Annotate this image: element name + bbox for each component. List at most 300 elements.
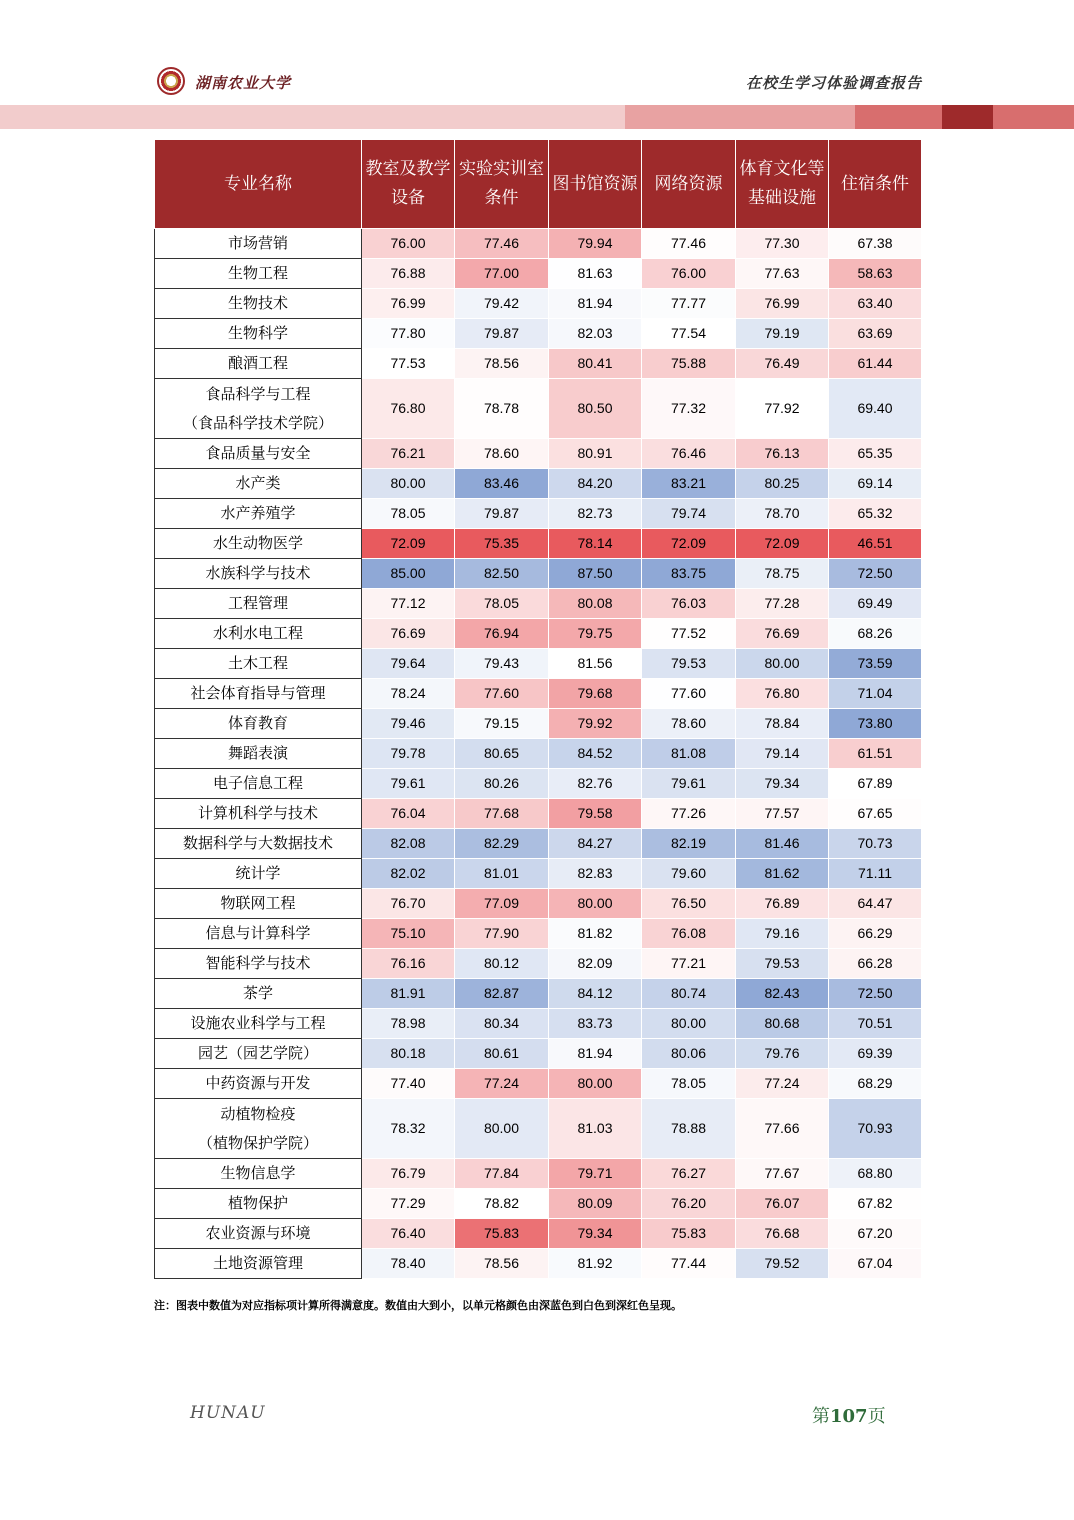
major-name-line: 中药资源与开发 [205, 1074, 311, 1092]
score-cell: 76.40 [362, 1219, 455, 1249]
score-cell: 78.78 [455, 379, 549, 439]
score-cell: 79.53 [642, 649, 736, 679]
score-cell: 81.94 [549, 1039, 642, 1069]
score-cell: 79.78 [362, 739, 455, 769]
score-cell: 81.82 [549, 919, 642, 949]
column-header: 教室及教学设备 [362, 140, 455, 229]
score-cell: 76.99 [736, 289, 829, 319]
score-cell: 77.84 [455, 1159, 549, 1189]
score-cell: 81.92 [549, 1249, 642, 1279]
score-cell: 61.44 [829, 349, 922, 379]
page-prefix: 第 [812, 1406, 830, 1427]
major-name-line: 社会体育指导与管理 [190, 684, 326, 702]
page-header [0, 0, 1074, 130]
major-name-line: 生物信息学 [220, 1164, 296, 1182]
table-note: 注：图表中数值为对应指标项计算所得满意度。数值由大到小，以单元格颜色由深蓝色到白色到深红色呈现。 [154, 1299, 682, 1312]
score-cell: 76.00 [362, 229, 455, 259]
major-name-line: 舞蹈表演 [227, 744, 288, 762]
score-cell: 80.68 [736, 1009, 829, 1039]
table-row [155, 979, 922, 1009]
score-cell: 77.54 [642, 319, 736, 349]
score-cell: 81.03 [549, 1099, 642, 1159]
major-name-cell [155, 919, 362, 949]
score-cell: 84.20 [549, 469, 642, 499]
major-name-cell [155, 349, 362, 379]
score-cell: 79.87 [455, 499, 549, 529]
score-cell: 76.80 [362, 379, 455, 439]
major-name-line: 动植物检疫 [220, 1104, 296, 1123]
score-cell: 82.08 [362, 829, 455, 859]
score-cell: 77.57 [736, 799, 829, 829]
major-name-cell [155, 1069, 362, 1099]
score-cell: 76.21 [362, 439, 455, 469]
score-cell: 77.46 [455, 229, 549, 259]
score-cell: 66.29 [829, 919, 922, 949]
score-cell: 76.13 [736, 439, 829, 469]
major-name-cell [155, 469, 362, 499]
score-cell: 80.00 [549, 889, 642, 919]
major-name-cell [155, 259, 362, 289]
score-cell: 76.16 [362, 949, 455, 979]
table-row [155, 1159, 922, 1189]
page-suffix: 页 [867, 1406, 886, 1427]
major-name-cell [155, 709, 362, 739]
score-cell: 82.19 [642, 829, 736, 859]
header-band [993, 105, 1074, 129]
score-cell: 76.99 [362, 289, 455, 319]
table-row [155, 919, 922, 949]
major-name-cell [155, 979, 362, 1009]
score-cell: 77.66 [736, 1099, 829, 1159]
score-cell: 80.12 [455, 949, 549, 979]
score-cell: 79.75 [549, 619, 642, 649]
score-cell: 77.60 [642, 679, 736, 709]
column-header: 专业名称 [155, 140, 362, 229]
major-name-line: 生物科学 [227, 324, 288, 342]
score-cell: 80.50 [549, 379, 642, 439]
score-cell: 77.92 [736, 379, 829, 439]
major-name-cell [155, 499, 362, 529]
university-logo-icon [157, 67, 185, 95]
score-cell: 78.56 [455, 349, 549, 379]
major-name-line: （植物保护学院） [197, 1133, 318, 1152]
score-cell: 79.61 [642, 769, 736, 799]
score-cell: 73.80 [829, 709, 922, 739]
major-name-line: 生物技术 [227, 294, 288, 312]
table-row [155, 649, 922, 679]
score-cell: 82.09 [549, 949, 642, 979]
score-cell: 82.87 [455, 979, 549, 1009]
score-cell: 69.39 [829, 1039, 922, 1069]
score-cell: 81.62 [736, 859, 829, 889]
score-cell: 77.77 [642, 289, 736, 319]
score-cell: 79.58 [549, 799, 642, 829]
score-cell: 77.80 [362, 319, 455, 349]
score-cell: 78.05 [455, 589, 549, 619]
score-cell: 77.32 [642, 379, 736, 439]
score-cell: 81.01 [455, 859, 549, 889]
score-cell: 77.24 [736, 1069, 829, 1099]
major-name-cell [155, 1159, 362, 1189]
major-name-line: 酿酒工程 [227, 354, 288, 372]
score-cell: 75.88 [642, 349, 736, 379]
score-cell: 81.08 [642, 739, 736, 769]
score-cell: 80.18 [362, 1039, 455, 1069]
score-cell: 77.00 [455, 259, 549, 289]
score-cell: 82.73 [549, 499, 642, 529]
score-cell: 80.65 [455, 739, 549, 769]
table-row [155, 859, 922, 889]
major-name-line: 水产养殖学 [220, 504, 296, 522]
major-name-cell [155, 1009, 362, 1039]
score-cell: 76.00 [642, 259, 736, 289]
score-cell: 70.51 [829, 1009, 922, 1039]
score-cell: 69.40 [829, 379, 922, 439]
score-cell: 78.75 [736, 559, 829, 589]
major-name-line: 水生动物医学 [212, 534, 303, 552]
major-name-line: 智能科学与技术 [205, 954, 311, 972]
score-cell: 81.63 [549, 259, 642, 289]
score-cell: 81.56 [549, 649, 642, 679]
score-cell: 82.02 [362, 859, 455, 889]
score-cell: 84.12 [549, 979, 642, 1009]
score-cell: 79.74 [642, 499, 736, 529]
score-cell: 67.20 [829, 1219, 922, 1249]
score-cell: 79.43 [455, 649, 549, 679]
score-cell: 78.88 [642, 1099, 736, 1159]
score-cell: 80.74 [642, 979, 736, 1009]
score-cell: 63.40 [829, 289, 922, 319]
table-row [155, 469, 922, 499]
score-cell: 77.26 [642, 799, 736, 829]
score-cell: 79.92 [549, 709, 642, 739]
score-cell: 80.00 [362, 469, 455, 499]
score-cell: 76.79 [362, 1159, 455, 1189]
score-cell: 78.98 [362, 1009, 455, 1039]
score-cell: 76.68 [736, 1219, 829, 1249]
score-cell: 76.49 [736, 349, 829, 379]
score-cell: 78.60 [455, 439, 549, 469]
score-cell: 82.43 [736, 979, 829, 1009]
major-name-cell [155, 1249, 362, 1279]
score-cell: 77.60 [455, 679, 549, 709]
score-cell: 81.46 [736, 829, 829, 859]
score-cell: 70.93 [829, 1099, 922, 1159]
page-number-value: 107 [830, 1406, 868, 1427]
table-row [155, 1249, 922, 1279]
major-name-line: 体育教育 [227, 714, 288, 732]
score-cell: 67.38 [829, 229, 922, 259]
score-cell: 68.80 [829, 1159, 922, 1189]
major-name-line: 计算机科学与技术 [197, 804, 318, 822]
score-cell: 83.21 [642, 469, 736, 499]
score-cell: 77.29 [362, 1189, 455, 1219]
score-cell: 78.70 [736, 499, 829, 529]
score-cell: 78.84 [736, 709, 829, 739]
score-cell: 79.16 [736, 919, 829, 949]
score-cell: 82.83 [549, 859, 642, 889]
score-cell: 79.68 [549, 679, 642, 709]
score-cell: 76.27 [642, 1159, 736, 1189]
major-name-line: 生物工程 [227, 264, 288, 282]
major-name-line: 土木工程 [227, 654, 288, 672]
header-band [625, 105, 855, 129]
score-cell: 80.08 [549, 589, 642, 619]
score-cell: 76.50 [642, 889, 736, 919]
major-name-line: （食品科学技术学院） [182, 413, 333, 432]
score-cell: 83.73 [549, 1009, 642, 1039]
score-cell: 80.61 [455, 1039, 549, 1069]
score-cell: 72.09 [362, 529, 455, 559]
score-cell: 80.00 [549, 1069, 642, 1099]
score-cell: 69.49 [829, 589, 922, 619]
table-row [155, 229, 922, 259]
score-cell: 76.04 [362, 799, 455, 829]
score-cell: 82.76 [549, 769, 642, 799]
score-cell: 76.69 [736, 619, 829, 649]
school-name: 湖南农业大学 [195, 74, 292, 92]
table-row [155, 499, 922, 529]
column-header: 实验实训室条件 [455, 140, 549, 229]
score-cell: 80.41 [549, 349, 642, 379]
major-name-line: 市场营销 [227, 234, 288, 252]
table-row [155, 949, 922, 979]
score-cell: 80.06 [642, 1039, 736, 1069]
score-cell: 77.24 [455, 1069, 549, 1099]
major-name-cell [155, 799, 362, 829]
major-name-cell [155, 379, 362, 439]
table-row [155, 1039, 922, 1069]
score-cell: 68.29 [829, 1069, 922, 1099]
table-row [155, 559, 922, 589]
satisfaction-table [154, 139, 922, 1279]
header-band [942, 105, 993, 129]
score-cell: 78.82 [455, 1189, 549, 1219]
score-cell: 79.53 [736, 949, 829, 979]
major-name-cell [155, 439, 362, 469]
score-cell: 67.82 [829, 1189, 922, 1219]
score-cell: 80.34 [455, 1009, 549, 1039]
major-name-cell [155, 859, 362, 889]
table-row [155, 1189, 922, 1219]
major-name-line: 土地资源管理 [212, 1254, 303, 1272]
score-cell: 77.63 [736, 259, 829, 289]
major-name-cell [155, 1219, 362, 1249]
score-cell: 77.52 [642, 619, 736, 649]
major-name-cell [155, 229, 362, 259]
score-cell: 78.05 [642, 1069, 736, 1099]
major-name-line: 水族科学与技术 [205, 564, 311, 582]
major-name-cell [155, 589, 362, 619]
table-row [155, 709, 922, 739]
score-cell: 79.52 [736, 1249, 829, 1279]
score-cell: 84.52 [549, 739, 642, 769]
score-cell: 79.76 [736, 1039, 829, 1069]
footer-brand: HUNAU [190, 1403, 266, 1423]
score-cell: 78.56 [455, 1249, 549, 1279]
table-row [155, 1219, 922, 1249]
score-cell: 79.34 [736, 769, 829, 799]
score-cell: 75.83 [642, 1219, 736, 1249]
major-name-cell [155, 1099, 362, 1159]
score-cell: 72.09 [736, 529, 829, 559]
score-cell: 80.91 [549, 439, 642, 469]
score-cell: 67.65 [829, 799, 922, 829]
table-row [155, 1099, 922, 1159]
column-header: 住宿条件 [829, 140, 922, 229]
major-name-line: 水利水电工程 [212, 624, 303, 642]
score-cell: 72.50 [829, 979, 922, 1009]
score-cell: 80.00 [642, 1009, 736, 1039]
table-row [155, 829, 922, 859]
score-cell: 65.32 [829, 499, 922, 529]
score-cell: 76.80 [736, 679, 829, 709]
major-name-cell [155, 829, 362, 859]
score-cell: 84.27 [549, 829, 642, 859]
report-title: 在校生学习体验调查报告 [745, 74, 922, 92]
score-cell: 63.69 [829, 319, 922, 349]
major-name-cell [155, 739, 362, 769]
score-cell: 65.35 [829, 439, 922, 469]
score-cell: 75.35 [455, 529, 549, 559]
major-name-line: 茶学 [242, 984, 273, 1002]
score-cell: 76.03 [642, 589, 736, 619]
score-cell: 67.89 [829, 769, 922, 799]
major-name-line: 设施农业科学与工程 [190, 1014, 326, 1032]
score-cell: 79.60 [642, 859, 736, 889]
table-row [155, 1009, 922, 1039]
table-row [155, 349, 922, 379]
score-cell: 79.15 [455, 709, 549, 739]
table-row [155, 589, 922, 619]
score-cell: 75.10 [362, 919, 455, 949]
score-cell: 82.29 [455, 829, 549, 859]
score-cell: 75.83 [455, 1219, 549, 1249]
score-cell: 79.42 [455, 289, 549, 319]
score-cell: 68.26 [829, 619, 922, 649]
score-cell: 77.68 [455, 799, 549, 829]
major-name-line: 信息与计算科学 [205, 924, 311, 942]
major-name-line: 植物保护 [227, 1194, 288, 1212]
score-cell: 80.26 [455, 769, 549, 799]
score-cell: 76.69 [362, 619, 455, 649]
major-name-cell [155, 889, 362, 919]
table-header-row [155, 140, 922, 229]
table-row [155, 619, 922, 649]
table-row [155, 259, 922, 289]
score-cell: 80.00 [736, 649, 829, 679]
score-cell: 77.90 [455, 919, 549, 949]
major-name-line: 电子信息工程 [212, 774, 303, 792]
score-cell: 76.07 [736, 1189, 829, 1219]
column-header: 图书馆资源 [549, 140, 642, 229]
score-cell: 58.63 [829, 259, 922, 289]
major-name-cell [155, 319, 362, 349]
score-cell: 77.40 [362, 1069, 455, 1099]
major-name-cell [155, 769, 362, 799]
score-cell: 78.14 [549, 529, 642, 559]
major-name-cell [155, 619, 362, 649]
major-name-line: 工程管理 [227, 594, 288, 612]
score-cell: 77.12 [362, 589, 455, 619]
score-cell: 78.24 [362, 679, 455, 709]
table-row [155, 769, 922, 799]
score-cell: 72.50 [829, 559, 922, 589]
table-row [155, 529, 922, 559]
score-cell: 81.94 [549, 289, 642, 319]
score-cell: 85.00 [362, 559, 455, 589]
score-cell: 79.46 [362, 709, 455, 739]
major-name-cell [155, 559, 362, 589]
score-cell: 66.28 [829, 949, 922, 979]
major-name-line: 统计学 [235, 864, 281, 882]
score-cell: 73.59 [829, 649, 922, 679]
score-cell: 61.51 [829, 739, 922, 769]
score-cell: 79.61 [362, 769, 455, 799]
major-name-cell [155, 1039, 362, 1069]
page-number [812, 1402, 886, 1428]
score-cell: 70.73 [829, 829, 922, 859]
major-name-cell [155, 649, 362, 679]
table-row [155, 679, 922, 709]
score-cell: 80.09 [549, 1189, 642, 1219]
score-cell: 77.44 [642, 1249, 736, 1279]
score-cell: 76.94 [455, 619, 549, 649]
score-cell: 76.08 [642, 919, 736, 949]
score-cell: 78.32 [362, 1099, 455, 1159]
score-cell: 81.91 [362, 979, 455, 1009]
score-cell: 79.87 [455, 319, 549, 349]
table-row [155, 439, 922, 469]
major-name-cell [155, 679, 362, 709]
score-cell: 77.21 [642, 949, 736, 979]
score-cell: 76.20 [642, 1189, 736, 1219]
score-cell: 79.64 [362, 649, 455, 679]
major-name-line: 食品科学与工程 [205, 384, 311, 403]
score-cell: 82.03 [549, 319, 642, 349]
score-cell: 87.50 [549, 559, 642, 589]
score-cell: 76.88 [362, 259, 455, 289]
score-cell: 79.19 [736, 319, 829, 349]
score-cell: 82.50 [455, 559, 549, 589]
score-cell: 77.28 [736, 589, 829, 619]
score-cell: 78.05 [362, 499, 455, 529]
score-cell: 77.53 [362, 349, 455, 379]
score-cell: 79.94 [549, 229, 642, 259]
major-name-cell [155, 949, 362, 979]
score-cell: 76.89 [736, 889, 829, 919]
score-cell: 77.46 [642, 229, 736, 259]
column-header: 网络资源 [642, 140, 736, 229]
table-row [155, 889, 922, 919]
table-row [155, 799, 922, 829]
score-cell: 80.25 [736, 469, 829, 499]
table-row [155, 289, 922, 319]
major-name-line: 食品质量与安全 [205, 444, 311, 462]
table-row [155, 1069, 922, 1099]
header-band [855, 105, 942, 129]
score-cell: 80.00 [455, 1099, 549, 1159]
major-name-cell [155, 289, 362, 319]
score-cell: 46.51 [829, 529, 922, 559]
major-name-line: 数据科学与大数据技术 [182, 834, 333, 852]
score-cell: 83.46 [455, 469, 549, 499]
score-cell: 72.09 [642, 529, 736, 559]
score-cell: 76.46 [642, 439, 736, 469]
score-cell: 79.34 [549, 1219, 642, 1249]
header-band [0, 105, 625, 129]
score-cell: 64.47 [829, 889, 922, 919]
